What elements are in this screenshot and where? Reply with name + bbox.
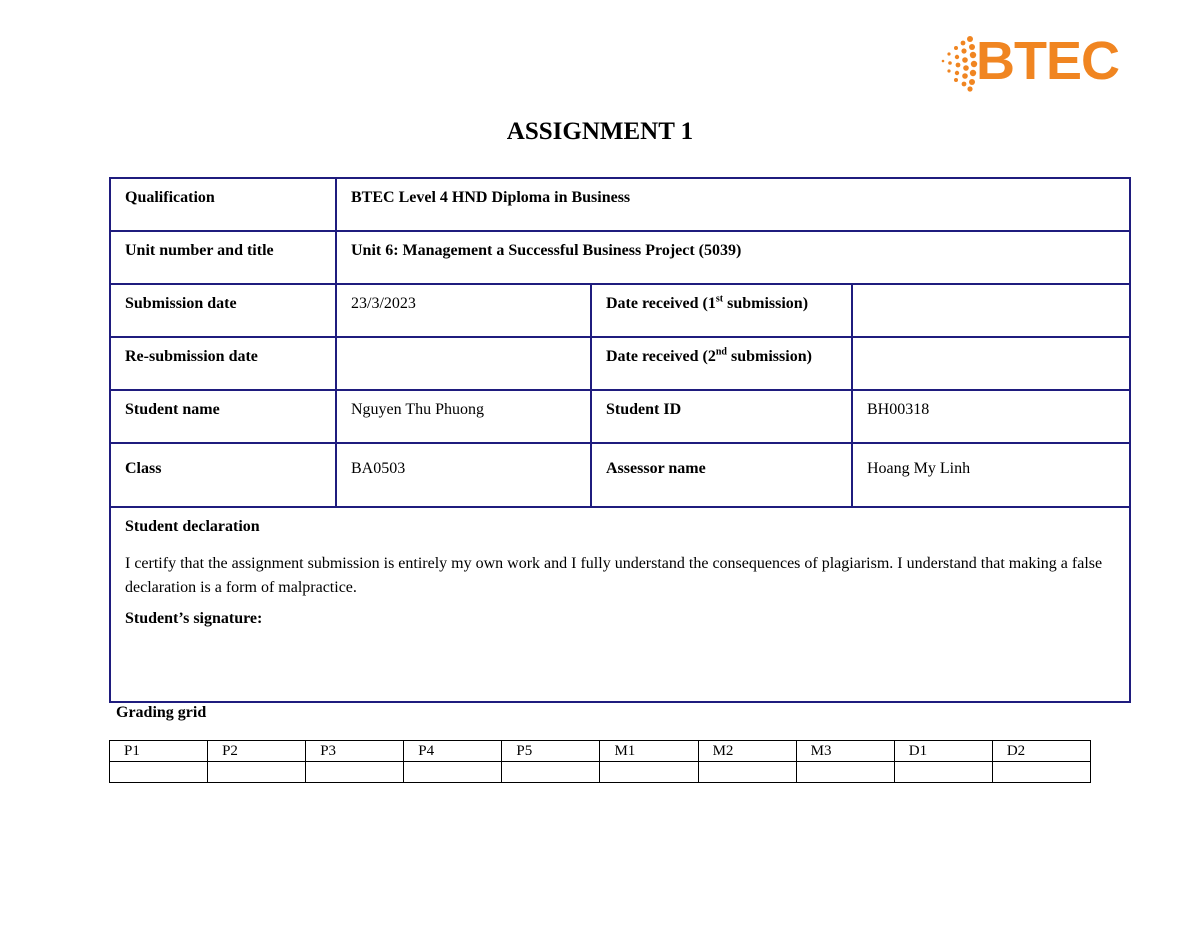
grade-cell[interactable]: [306, 762, 404, 783]
table-row: [110, 337, 1130, 390]
submission-date-label: Submission date: [110, 284, 336, 337]
student-name-label: Student name: [110, 390, 336, 443]
student-name-value: Nguyen Thu Phuong: [336, 390, 591, 443]
grade-cell[interactable]: [110, 762, 208, 783]
grade-header-d2: D2: [992, 741, 1090, 762]
class-label: Class: [110, 443, 336, 507]
assessor-value: Hoang My Linh: [852, 443, 1130, 507]
student-id-label: Student ID: [591, 390, 852, 443]
table-row: [110, 390, 1130, 443]
logo-wordmark: BTEC: [976, 31, 1119, 91]
submission-date-value: 23/3/2023: [336, 284, 591, 337]
grade-cell[interactable]: [698, 762, 796, 783]
grade-header-m1: M1: [600, 741, 698, 762]
unit-value: Unit 6: Management a Successful Business Project (5039): [336, 231, 1130, 284]
unit-label: Unit number and title: [110, 231, 336, 284]
grade-cell[interactable]: [502, 762, 600, 783]
date-received-1-value: [852, 284, 1130, 337]
table-row: [110, 231, 1130, 284]
dotted-burst-icon: [936, 34, 980, 92]
grade-header-p4: P4: [404, 741, 502, 762]
declaration-heading: Student declaration: [125, 518, 260, 535]
grade-cell[interactable]: [404, 762, 502, 783]
grading-grid-title: Grading grid: [116, 704, 207, 721]
grade-header-p3: P3: [306, 741, 404, 762]
grade-header-p5: P5: [502, 741, 600, 762]
declaration-row: [110, 507, 1130, 702]
qualification-label: Qualification: [110, 178, 336, 231]
page-title: ASSIGNMENT 1: [506, 118, 694, 145]
table-row: [110, 284, 1130, 337]
grading-values-row: [110, 762, 1091, 783]
class-value: BA0503: [336, 443, 591, 507]
grade-header-m3: M3: [796, 741, 894, 762]
table-row: [110, 443, 1130, 507]
grade-cell[interactable]: [600, 762, 698, 783]
student-id-value: BH00318: [852, 390, 1130, 443]
resubmission-date-label: Re-submission date: [110, 337, 336, 390]
grade-header-m2: M2: [698, 741, 796, 762]
cover-sheet-table: [109, 177, 1131, 703]
assessor-label: Assessor name: [591, 443, 852, 507]
grade-header-d1: D1: [894, 741, 992, 762]
grading-grid-table: [109, 740, 1091, 783]
grading-header-row: [110, 741, 1091, 762]
date-received-2-label: Date received (2nd submission): [591, 337, 852, 390]
resubmission-date-value: [336, 337, 591, 390]
grade-header-p2: P2: [208, 741, 306, 762]
grade-cell[interactable]: [992, 762, 1090, 783]
signature-label: Student’s signature:: [125, 610, 263, 627]
grade-cell[interactable]: [208, 762, 306, 783]
declaration-text: I certify that the assignment submission is entirely my own work and I fully understand the consequences of plagiarism. I understand that making a false declaration is a form of malpractice.: [125, 555, 1103, 596]
date-received-2-value: [852, 337, 1130, 390]
btec-logo: [936, 31, 1126, 92]
grade-cell[interactable]: [796, 762, 894, 783]
table-row: [110, 178, 1130, 231]
declaration-cell: [110, 507, 1130, 702]
qualification-value: BTEC Level 4 HND Diploma in Business: [336, 178, 1130, 231]
grade-cell[interactable]: [894, 762, 992, 783]
grade-header-p1: P1: [110, 741, 208, 762]
date-received-1-label: Date received (1st submission): [591, 284, 852, 337]
